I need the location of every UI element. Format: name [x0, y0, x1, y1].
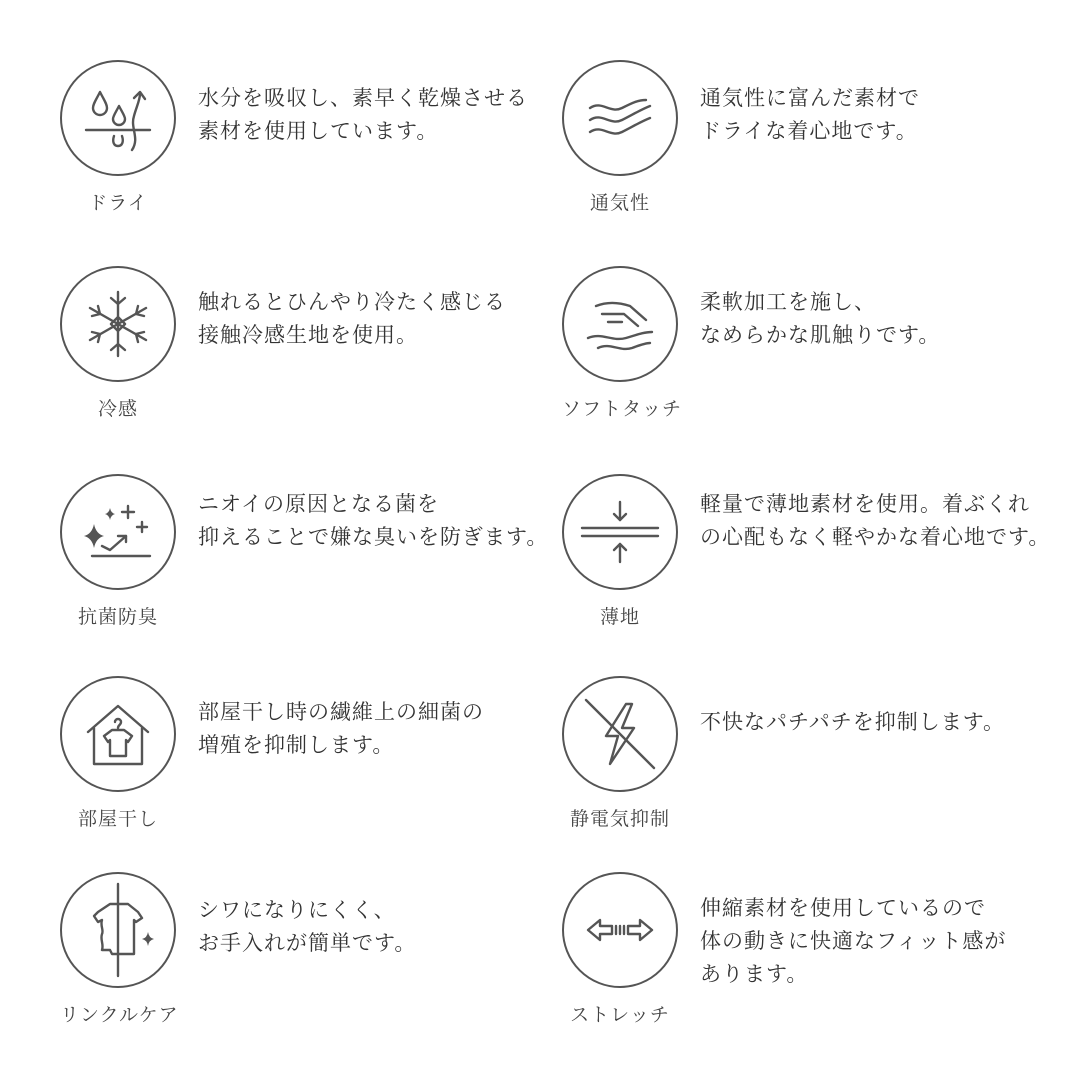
feature-label: 薄地	[599, 606, 640, 628]
no-lightning-icon	[562, 676, 678, 792]
airflow-waves-icon	[562, 60, 678, 176]
feature-soft-touch	[562, 266, 1080, 446]
drop-wicking-icon	[60, 60, 176, 176]
thin-fabric-icon	[562, 474, 678, 590]
feature-indoor-drying	[60, 676, 580, 856]
feature-description: 柔軟加工を施し、 なめらかな肌触りです。	[700, 290, 941, 347]
feature-antistatic	[562, 676, 1080, 856]
feature-description: シワになりにくく、 お手入れが簡単です。	[198, 898, 417, 955]
feature-label: 通気性	[589, 192, 650, 214]
feature-thin	[562, 474, 1080, 654]
feature-description: 軽量で薄地素材を使用。着ぶくれ の心配もなく軽やかな着心地です。	[700, 492, 1051, 549]
feature-label: リンクルケア	[60, 1004, 179, 1026]
feature-label: 抗菌防臭	[77, 606, 158, 628]
feature-label: ソフトタッチ	[562, 398, 683, 420]
feature-label: 冷感	[97, 398, 138, 420]
snowflake-icon	[60, 266, 176, 382]
house-shirt-icon	[60, 676, 176, 792]
hand-touch-icon	[562, 266, 678, 382]
feature-wrinkle-care	[60, 872, 580, 1052]
feature-label: 部屋干し	[77, 808, 158, 830]
wrinkle-shirt-icon	[60, 872, 176, 988]
feature-description: 水分を吸収し、素早く乾燥させる 素材を使用しています。	[198, 86, 528, 143]
feature-description: ニオイの原因となる菌を 抑えることで嫌な臭いを防ぎます。	[198, 492, 549, 549]
feature-label: ストレッチ	[570, 1004, 670, 1026]
feature-stretch	[562, 872, 1080, 1052]
feature-description: 不快なパチパチを抑制します。	[700, 710, 1006, 734]
feature-dry	[60, 60, 580, 240]
feature-label: 静電気抑制	[569, 808, 670, 830]
feature-breathable	[562, 60, 1080, 240]
feature-description: 触れるとひんやり冷たく感じる 接触冷感生地を使用。	[198, 290, 506, 347]
feature-description: 部屋干し時の繊維上の細菌の 増殖を抑制します。	[198, 700, 484, 757]
feature-description: 伸縮素材を使用しているので 体の動きに快適なフィット感が あります。	[700, 896, 1007, 986]
stretch-arrows-icon	[562, 872, 678, 988]
sparkle-check-icon	[60, 474, 176, 590]
feature-antibacterial	[60, 474, 580, 654]
feature-description: 通気性に富んだ素材で ドライな着心地です。	[700, 86, 920, 143]
feature-label: ドライ	[88, 192, 148, 214]
feature-cooling	[60, 266, 580, 446]
